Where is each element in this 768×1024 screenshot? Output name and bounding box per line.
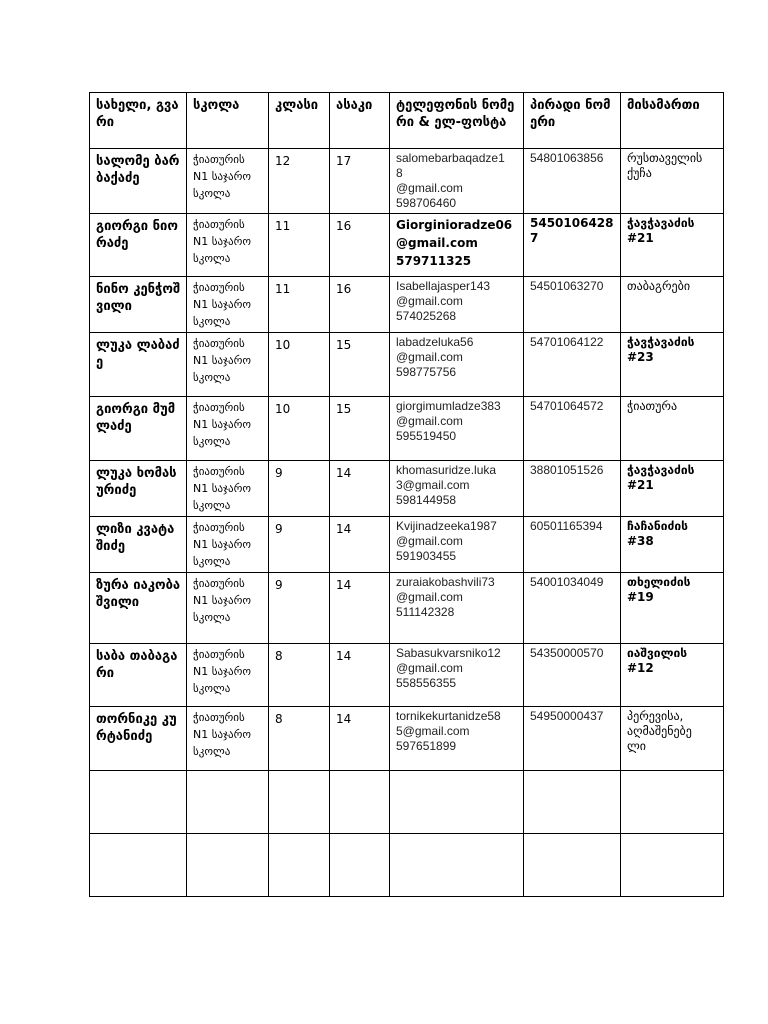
empty-cell[interactable] [621,771,724,834]
table-row [90,149,724,214]
empty-cell[interactable] [187,834,269,897]
empty-cell[interactable] [390,834,524,897]
header-personal-number: პირადი ნომერი [524,93,621,149]
empty-cell[interactable] [269,771,330,834]
school-cell: ჭიათურის N1 საჯარო სკოლა [187,573,269,644]
age-cell: 16 [330,214,390,277]
table-row [90,517,724,573]
header-contact: ტელეფონის ნომერი & ელ-ფოსტა [390,93,524,149]
personal-number-cell: 54950000437 [524,707,621,771]
class-cell: 12 [269,149,330,214]
class-cell: 8 [269,644,330,707]
address-cell: ჭავჭავაძის #23 [621,333,724,397]
empty-cell[interactable] [524,834,621,897]
students-table [89,92,724,897]
empty-cell[interactable] [330,834,390,897]
personal-number-cell: 38801051526 [524,461,621,517]
header-name: სახელი, გვარი [90,93,187,149]
header-class: კლასი [269,93,330,149]
header-address: მისამართი [621,93,724,149]
name-cell: ნინო კენჭოშვილი [90,277,187,333]
name-cell: გიორგი მუმლაძე [90,397,187,461]
personal-number-cell: 54350000570 [524,644,621,707]
personal-number-cell: 54701064572 [524,397,621,461]
age-cell: 14 [330,517,390,573]
age-cell: 17 [330,149,390,214]
empty-cell[interactable] [524,771,621,834]
contact-cell: tornikekurtanidze58 5@gmail.com 597651899 [390,707,524,771]
contact-cell: Giorginioradze06 @gmail.com 579711325 [390,214,524,277]
empty-cell[interactable] [330,771,390,834]
class-cell: 9 [269,461,330,517]
header-school: სკოლა [187,93,269,149]
name-cell: სალომე ბარბაქაძე [90,149,187,214]
class-cell: 11 [269,214,330,277]
contact-cell: Isabellajasper143 @gmail.com 574025268 [390,277,524,333]
name-cell: ლუკა ლაბაძე [90,333,187,397]
table-row [90,333,724,397]
empty-row [90,771,724,834]
table-row [90,214,724,277]
personal-number-cell: 54801063856 [524,149,621,214]
empty-cell[interactable] [90,834,187,897]
address-cell: რუსთაველის ქუჩა [621,149,724,214]
contact-cell: Kvijinadzeeka1987 @gmail.com 591903455 [390,517,524,573]
school-cell: ჭიათურის N1 საჯარო სკოლა [187,644,269,707]
table-row [90,707,724,771]
address-cell: ჭიათურა [621,397,724,461]
class-cell: 10 [269,397,330,461]
empty-cell[interactable] [621,834,724,897]
age-cell: 16 [330,277,390,333]
name-cell: ზურა იაკობაშვილი [90,573,187,644]
table-row [90,461,724,517]
school-cell: ჭიათურის N1 საჯარო სკოლა [187,149,269,214]
address-cell: თხელიძის #19 [621,573,724,644]
empty-row [90,834,724,897]
address-cell: პერევისა, აღმაშენებე ლი [621,707,724,771]
class-cell: 9 [269,573,330,644]
age-cell: 15 [330,397,390,461]
address-cell: ჭავჭავაძის #21 [621,461,724,517]
personal-number-cell: 54701064122 [524,333,621,397]
school-cell: ჭიათურის N1 საჯარო სკოლა [187,214,269,277]
header-row [90,93,724,149]
class-cell: 9 [269,517,330,573]
table-row [90,397,724,461]
contact-cell: salomebarbaqadze1 8 @gmail.com 598706460 [390,149,524,214]
age-cell: 14 [330,573,390,644]
name-cell: ლიზი კვატაშიძე [90,517,187,573]
contact-cell: khomasuridze.luka 3@gmail.com 598144958 [390,461,524,517]
header-age: ასაკი [330,93,390,149]
class-cell: 10 [269,333,330,397]
name-cell: გიორგი ნიორაძე [90,214,187,277]
address-cell: ჩაჩანიძის #38 [621,517,724,573]
contact-cell: zuraiakobashvili73 @gmail.com 511142328 [390,573,524,644]
class-cell: 11 [269,277,330,333]
address-cell: თაბაგრები [621,277,724,333]
age-cell: 14 [330,461,390,517]
name-cell: ლუკა ხომასურიძე [90,461,187,517]
class-cell: 8 [269,707,330,771]
personal-number-cell: 54501064287 [524,214,621,277]
school-cell: ჭიათურის N1 საჯარო სკოლა [187,277,269,333]
empty-cell[interactable] [269,834,330,897]
school-cell: ჭიათურის N1 საჯარო სკოლა [187,461,269,517]
empty-cell[interactable] [390,771,524,834]
contact-cell: Sabasukvarsniko12 @gmail.com 558556355 [390,644,524,707]
empty-cell[interactable] [90,771,187,834]
school-cell: ჭიათურის N1 საჯარო სკოლა [187,707,269,771]
address-cell: იაშვილის #12 [621,644,724,707]
age-cell: 14 [330,707,390,771]
school-cell: ჭიათურის N1 საჯარო სკოლა [187,397,269,461]
address-cell: ჭავჭავაძის #21 [621,214,724,277]
name-cell: საბა თაბაგარი [90,644,187,707]
table-row [90,573,724,644]
personal-number-cell: 54001034049 [524,573,621,644]
age-cell: 15 [330,333,390,397]
contact-cell: giorgimumladze383 @gmail.com 595519450 [390,397,524,461]
personal-number-cell: 60501165394 [524,517,621,573]
table-row [90,277,724,333]
name-cell: თორნიკე კურტანიძე [90,707,187,771]
school-cell: ჭიათურის N1 საჯარო სკოლა [187,517,269,573]
empty-cell[interactable] [187,771,269,834]
table-row [90,644,724,707]
personal-number-cell: 54501063270 [524,277,621,333]
contact-cell: labadzeluka56 @gmail.com 598775756 [390,333,524,397]
school-cell: ჭიათურის N1 საჯარო სკოლა [187,333,269,397]
age-cell: 14 [330,644,390,707]
